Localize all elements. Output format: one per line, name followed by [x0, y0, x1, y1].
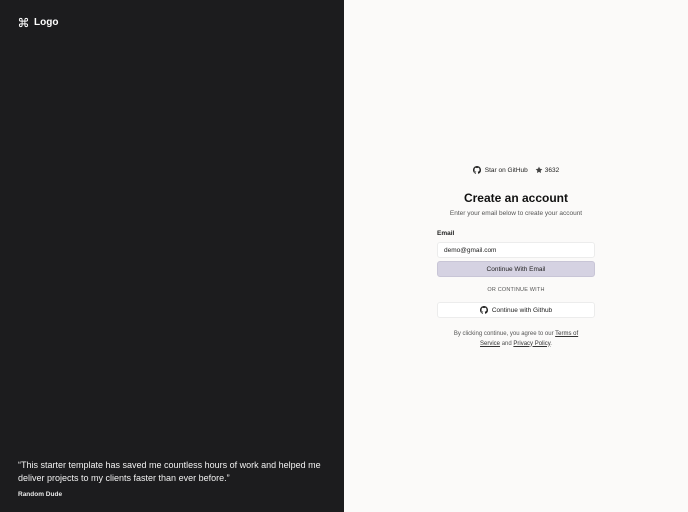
star-count: 3632: [544, 166, 560, 174]
signup-form: [437, 230, 595, 349]
privacy-link[interactable]: Privacy Policy: [513, 340, 551, 347]
terms-link[interactable]: Terms of Service: [480, 331, 579, 347]
legal-and: and: [500, 340, 514, 347]
command-icon: [18, 17, 29, 28]
brand-logo[interactable]: [18, 17, 58, 28]
github-star-link[interactable]: [344, 166, 688, 174]
continue-with-email-button[interactable]: Continue With Email: [437, 261, 595, 277]
github-icon: [480, 306, 488, 314]
email-field[interactable]: demo@gmail.com: [437, 242, 595, 258]
logo-text: Logo: [34, 17, 59, 28]
legal-prefix: By clicking continue, you agree to our: [453, 331, 556, 337]
star-label: Star on GitHub: [484, 166, 528, 174]
star-count-wrap: [535, 166, 559, 174]
signup-panel: [344, 0, 688, 512]
testimonial: [18, 459, 333, 498]
github-button-label: Continue with Github: [491, 306, 553, 314]
divider-text: OR CONTINUE WITH: [487, 287, 545, 293]
github-icon: [473, 166, 481, 174]
star-icon: [535, 166, 543, 174]
legal-suffix: .: [550, 340, 552, 347]
testimonial-author: Random Dude: [18, 491, 63, 498]
email-label: Email: [437, 230, 455, 237]
page-subtitle: Enter your email below to create your account: [449, 210, 583, 217]
legal-text: [437, 330, 595, 349]
testimonial-quote: “This starter template has saved me countless hours of work and helped me deliver projects to my clients faster than ever before.”: [18, 460, 321, 483]
continue-with-github-button[interactable]: [437, 302, 595, 318]
page-title: Create an account: [463, 191, 569, 205]
